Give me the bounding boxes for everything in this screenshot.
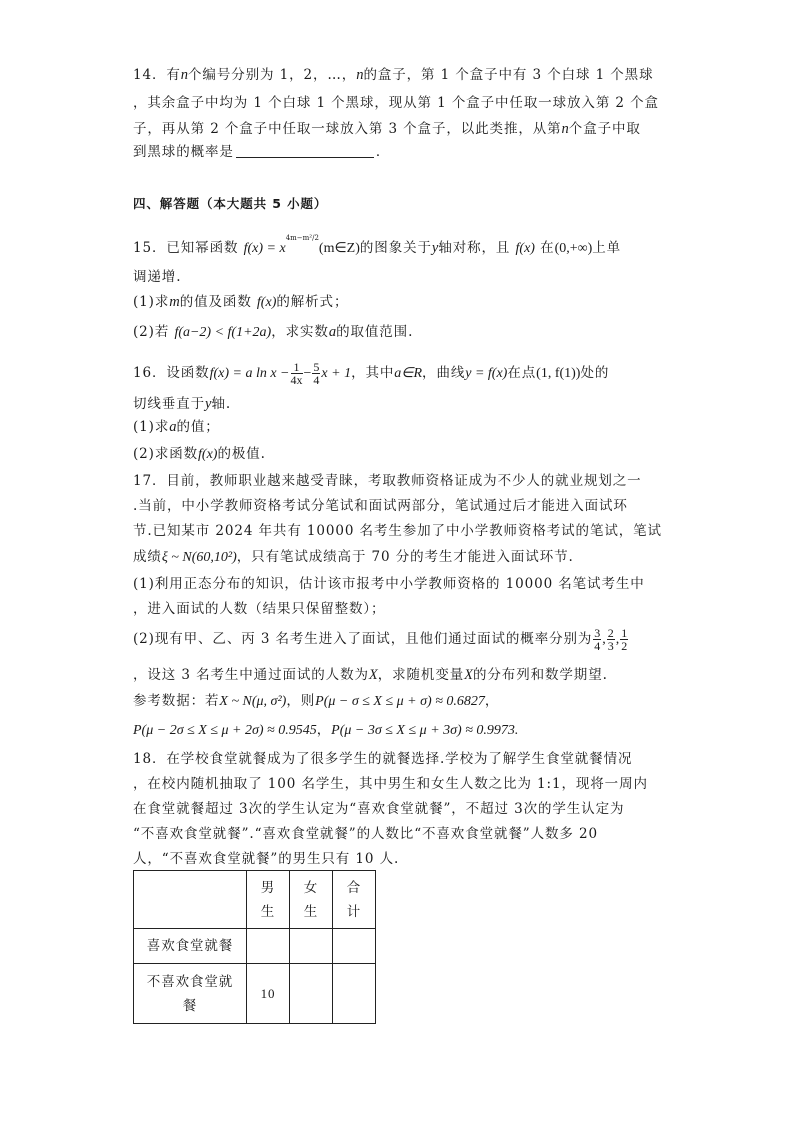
- q17-line-1: 17．目前，教师职业越来越受青睐，考取教师资格证成为不少人的就业规划之一: [133, 473, 642, 489]
- table-header-cell: 女 生: [290, 871, 333, 929]
- table-row: [134, 929, 376, 964]
- table-header-cell: 合 计: [333, 871, 376, 929]
- q17-part-2b: ，设这 3 名考生中通过面试的人数为X，求随机变量X的分布列和数学期望.: [133, 667, 608, 683]
- table-row: [134, 964, 376, 1024]
- q16-fraction-1: $\frac{1}{4x}$: [290, 360, 303, 387]
- q17-reference-2: P(μ − 2σ ≤ X ≤ μ + 2σ) ≈ 0.9545，P(μ − 3σ ≤ X ≤ μ + 3σ) ≈ 0.9973.: [133, 722, 519, 738]
- q17-fraction-1: $\frac{3}{4}$: [594, 626, 601, 653]
- q17-line-2: .当前，中小学教师资格考试分笔试和面试两部分，笔试通过后才能进入面试环: [133, 498, 628, 514]
- table-cell: 喜欢食堂就餐: [134, 929, 247, 964]
- section-title: 四、解答题（本大题共 5 小题）: [133, 196, 328, 211]
- answer-blank[interactable]: [236, 143, 374, 158]
- q17-part-2a: (2)现有甲、乙、丙 3 名考生进入了面试，且他们通过面试的概率分别为 $\frac{3}{4}$ , $\frac{2}{3}$ , $\frac{1}{2}$: [133, 626, 628, 653]
- q14-line-3: 子，再从第 2 个盒子中任取一球放入第 3 个盒子，以此类推，从第n个盒子中取: [133, 121, 641, 137]
- q14-line-1: 14．有n个编号分别为 1，2，…，n的盒子，第 1 个盒子中有 3 个白球 1 个黑球: [133, 67, 654, 83]
- q15-line-1: 15．已知幂函数 $f(x) = x^{4m-m^2/2}(m\in Z)$的图象关于y轴对称，且 f(x) 在(0,+∞)上单: [133, 234, 622, 256]
- q17-line-4: 成绩ξ ~ N(60,10²)，只有笔试成绩高于 70 分的考生才能进入面试环节.: [133, 549, 574, 565]
- q18-line-3: 在食堂就餐超过 3次的学生认定为“喜欢食堂就餐”，不超过 3次的学生认定为: [133, 801, 625, 817]
- q18-line-1: 18．在学校食堂就餐成为了很多学生的就餐选择.学校为了解学生食堂就餐情况: [133, 751, 633, 767]
- q18-line-5: 人，“不喜欢食堂就餐”的男生只有 10 人.: [133, 851, 400, 867]
- q15-part-2: (2)若 f(a−2) < f(1+2a)，求实数a的取值范围.: [133, 324, 414, 340]
- q18-line-2: ，在校内随机抽取了 100 名学生，其中男生和女生人数之比为 1:1，现将一周内: [133, 776, 648, 792]
- table-header-row: [134, 871, 376, 929]
- q14-line-2: ，其余盒子中均为 1 个白球 1 个黑球，现从第 1 个盒子中任取一球放入第 2 个盒: [133, 95, 659, 111]
- table-cell: 不喜欢食堂就 餐: [134, 964, 247, 1024]
- table-header-cell: [134, 871, 247, 929]
- table-cell[interactable]: [247, 929, 290, 964]
- table-cell[interactable]: [333, 964, 376, 1024]
- q17-fraction-3: $\frac{1}{2}$: [621, 626, 628, 653]
- q17-reference-1: 参考数据：若X ~ N(μ, σ²)，则P(μ − σ ≤ X ≤ μ + σ) ≈ 0.6827，: [133, 693, 500, 709]
- q17-part-1b: ，进入面试的人数（结果只保留整数）；: [133, 601, 386, 617]
- q16-line-1: 16．设函数f(x) = a ln x − $\frac{1}{4x}$ − $\frac{5}{4}$ x + 1，其中a∈R，曲线y = f(x)在点(1, f(1))处的: [133, 360, 610, 387]
- q15-line-2: 调递增.: [133, 269, 182, 285]
- table-cell[interactable]: [290, 929, 333, 964]
- survey-table: [133, 870, 376, 1024]
- table-header-cell: 男 生: [247, 871, 290, 929]
- q18-line-4: “不喜欢食堂就餐”.“喜欢食堂就餐”的人数比“不喜欢食堂就餐”人数多 20: [133, 826, 598, 842]
- q16-line-2: 切线垂直于y轴.: [133, 396, 232, 412]
- q17-part-1a: (1)利用正态分布的知识，估计该市报考中小学教师资格的 10000 名笔试考生中: [133, 576, 645, 592]
- q16-part-2: (2)求函数f(x)的极值.: [133, 446, 266, 462]
- q17-line-3: 节.已知某市 2024 年共有 10000 名考生参加了中小学教师资格考试的笔试，笔试: [133, 523, 662, 539]
- q16-fraction-2: $\frac{5}{4}$: [313, 360, 320, 387]
- q17-fraction-2: $\frac{2}{3}$: [607, 626, 614, 653]
- q16-part-1: (1)求a的值；: [133, 419, 220, 435]
- q14-line-4: 到黑球的概率是 ．: [133, 144, 391, 160]
- table-cell[interactable]: 10: [247, 964, 290, 1024]
- q15-part-1: (1)求m的值及函数 f(x)的解析式；: [133, 294, 349, 310]
- table-cell[interactable]: [290, 964, 333, 1024]
- table-cell[interactable]: [333, 929, 376, 964]
- q15-exponent: 4m−m²/2: [285, 234, 319, 242]
